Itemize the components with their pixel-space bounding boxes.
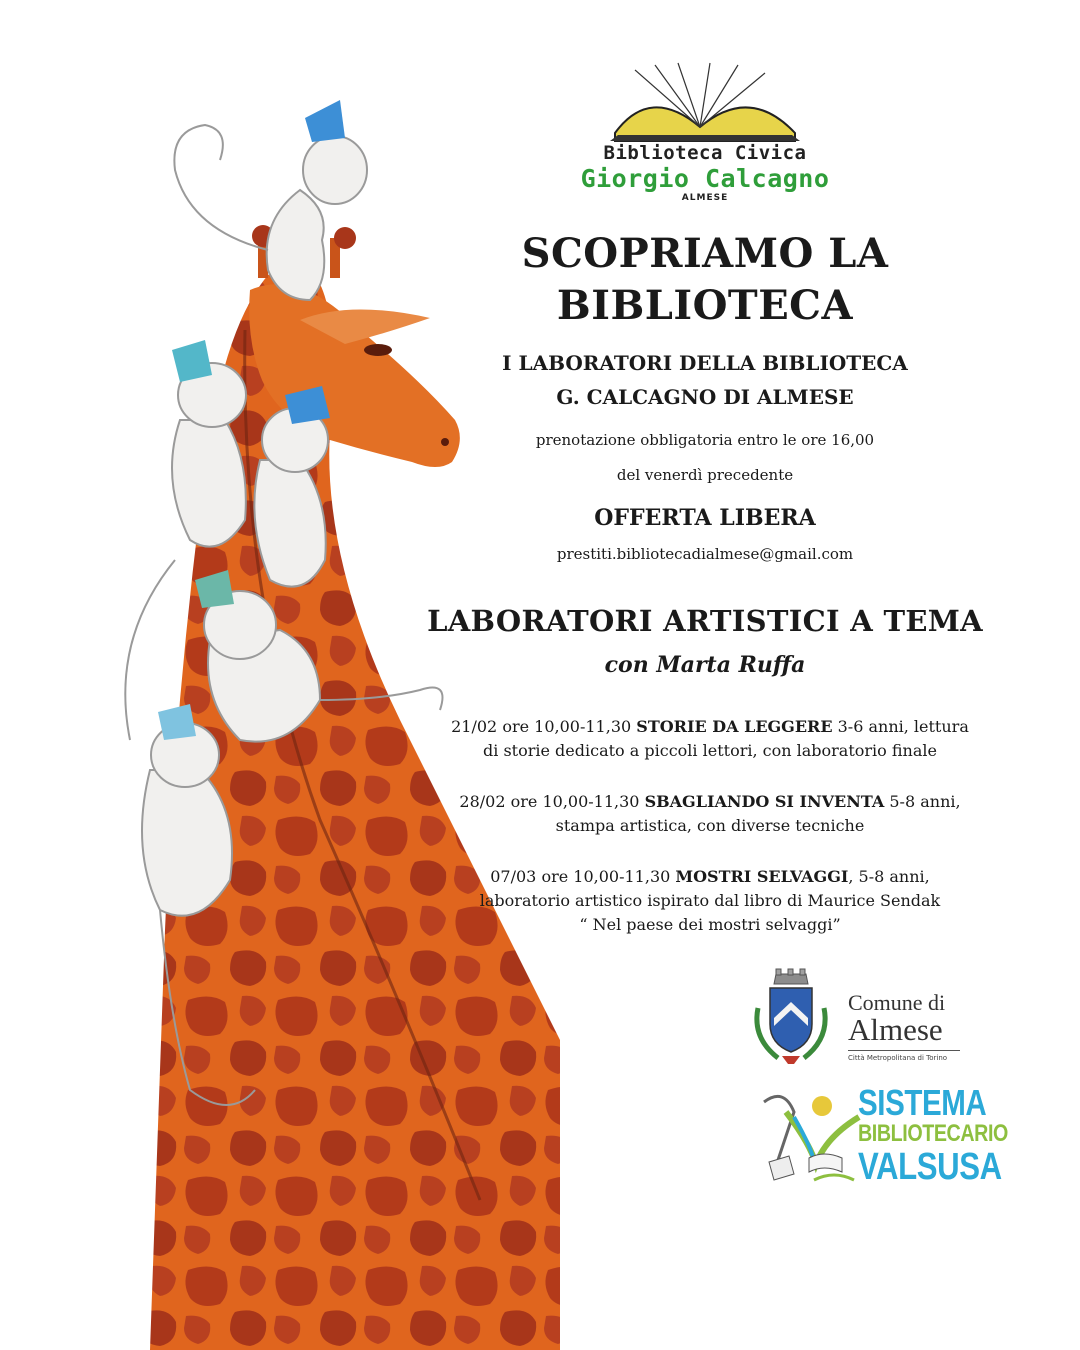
divider (848, 1050, 960, 1051)
sistema-bibliotecario-logo-icon (754, 1082, 864, 1187)
fez-icon (305, 100, 345, 142)
event-name: STORIE DA LEGGERE (636, 717, 833, 736)
event-date: 07/03 ore 10,00-11,30 (490, 867, 671, 886)
monkey-body (172, 420, 246, 547)
event-detail: stampa artistica, con diverse tecniche (555, 816, 865, 835)
event-detail: di storie dedicato a piccoli lettori, con laboratorio finale (483, 741, 937, 760)
subtitle (470, 346, 940, 414)
event-date: 21/02 ore 10,00-11,30 (451, 717, 632, 736)
sistema-line1: SISTEMA (858, 1082, 987, 1123)
title-line1: SCOPRIAMO LA (521, 230, 889, 277)
comune-line3: Città Metropolitana di Torino (848, 1054, 948, 1062)
offer-heading: OFFERTA LIBERA (594, 505, 816, 531)
page-title (470, 228, 940, 332)
comune-line1: Comune di (848, 990, 946, 1015)
event-detail: , 5-8 anni, (848, 867, 930, 886)
sistema-line2: BIBLIOTECARIO (858, 1120, 1008, 1147)
title-line2: BIBLIOTECA (556, 282, 854, 329)
event-item (430, 715, 990, 763)
email-address[interactable]: prestiti.bibliotecadialmese@gmail.com (556, 545, 854, 563)
library-name-line2: Giorgio Calcagno (580, 164, 830, 193)
event-date: 28/02 ore 10,00-11,30 (459, 792, 640, 811)
event-detail: 3-6 anni, lettura (837, 717, 969, 736)
library-name-line1: Biblioteca Civica (603, 142, 807, 164)
event-detail: 5-8 anni, (889, 792, 961, 811)
giraffe-eye (364, 344, 392, 356)
comune-crest-icon (748, 968, 834, 1068)
library-name-line3: ALMESE (681, 193, 729, 203)
event-item (430, 790, 990, 838)
event-detail: “ Nel paese dei mostri selvaggi” (579, 915, 841, 934)
labs-title: LABORATORI ARTISTICI A TEMA (427, 604, 983, 638)
comune-line2: Almese (848, 1012, 943, 1047)
event-item (430, 865, 990, 937)
event-name: MOSTRI SELVAGGI (675, 867, 849, 886)
subtitle-line2: G. CALCAGNO DI ALMESE (556, 385, 854, 409)
sistema-line3: VALSUSA (858, 1146, 1002, 1188)
booking-note-line1: prenotazione obbligatoria entro le ore 16,00 (535, 431, 875, 449)
fez-icon (172, 340, 212, 382)
event-detail: laboratorio artistico ispirato dal libro di Maurice Sendak (479, 891, 941, 910)
monkey-head (303, 136, 367, 204)
fez-icon (158, 704, 196, 740)
labs-with-artist: con Marta Ruffa (604, 652, 806, 678)
event-name: SBAGLIANDO SI INVENTA (644, 792, 885, 811)
booking-note-line2: del venerdì precedente (616, 466, 794, 484)
subtitle-line1: I LABORATORI DELLA BIBLIOTECA (502, 351, 908, 375)
monkey-body (267, 190, 325, 300)
